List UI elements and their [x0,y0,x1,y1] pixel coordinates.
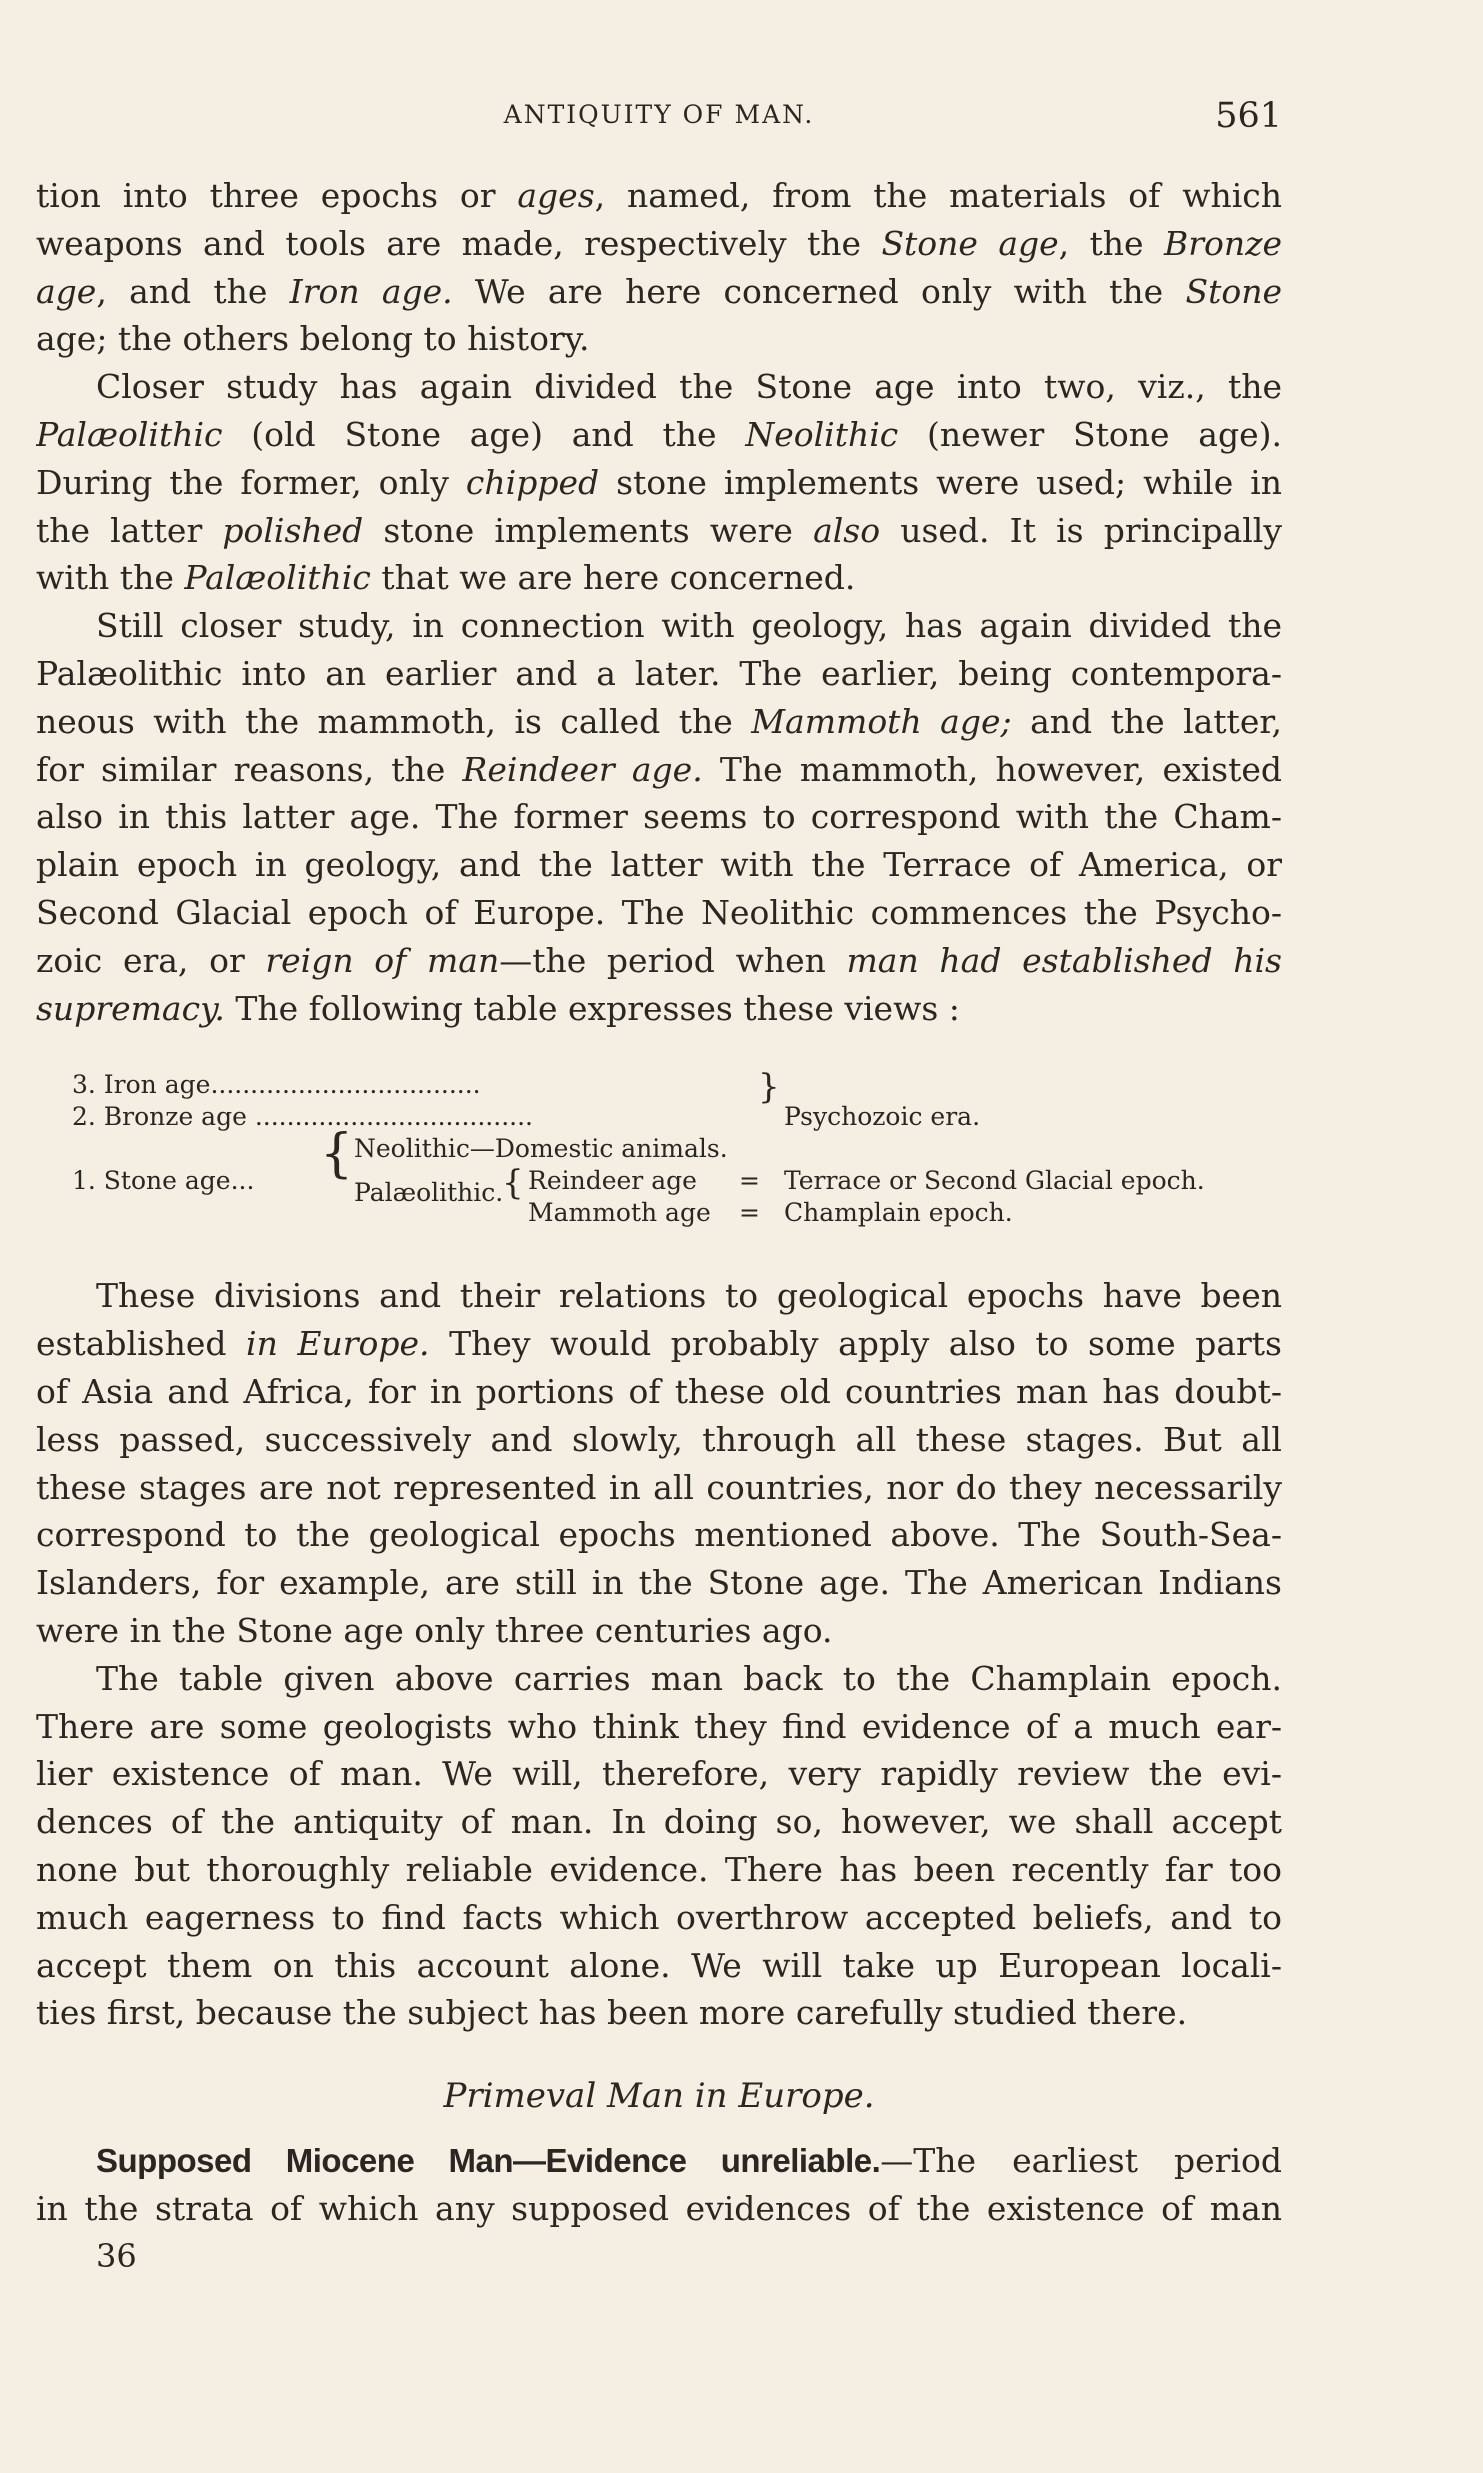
text-line: accept them on this account alone. We will take up European locali- [36,1945,1282,1985]
brace-palaeolithic-icon: { [502,1163,524,1204]
running-head [36,96,1282,140]
table-iron-age: 3. Iron age.................................. [72,1070,481,1100]
paragraph-4 [36,1272,1282,1654]
text-line: established in Europe. They would probably apply also to some parts [36,1324,1282,1364]
table-equals-2: = [739,1198,760,1228]
table-champlain-epoch: Champlain epoch. [784,1198,1013,1228]
text-line: none but thoroughly reliable evidence. There has been recently far too [36,1849,1282,1889]
text-line: There are some geologists who think they find evidence of a much ear- [36,1706,1282,1746]
running-title: ANTIQUITY OF MAN. [503,100,815,129]
text-line: Still closer study, in connection with geology, has again divided the [96,606,1282,646]
text-line: Supposed Miocene Man—Evidence unreliable.—The earliest period [96,2141,1282,2181]
table-bronze-age: 2. Bronze age ................................... [72,1102,533,1132]
text-line: ties first, because the subject has been more carefully studied there. [36,1993,1188,2033]
text-line: also in this latter age. The former seems to correspond with the Cham- [36,797,1282,837]
text-line: for similar reasons, the Reindeer age. The mammoth, however, existed [36,749,1282,789]
paragraph-1 [36,172,1282,363]
text-line: During the former, only chipped stone implements were used; while in [36,462,1282,502]
paragraph-6 [36,2137,1282,2233]
text-line: tion into three epochs or ages, named, from the materials of which [36,176,1282,215]
text-line: Palæolithic (old Stone age) and the Neolithic (newer Stone age). [36,414,1282,454]
brace-stone-age-icon: { [320,1124,354,1185]
text-line: in the strata of which any supposed evidences of the existence of man [36,2188,1282,2228]
table-neolithic: Neolithic—Domestic animals. [354,1134,728,1164]
text-line: weapons and tools are made, respectively the Stone age, the Bronze [36,223,1282,263]
table-terrace-epoch: Terrace or Second Glacial epoch. [784,1166,1205,1196]
table-palaeolithic: Palæolithic. [354,1178,504,1208]
section-title: Primeval Man in Europe. [443,2076,875,2117]
text-line: were in the Stone age only three centuries ago. [36,1610,833,1650]
paragraph-3 [36,602,1282,1032]
text-line: neous with the mammoth, is called the Mammoth age; and the latter, [36,701,1282,741]
text-line: supremacy. The following table expresses these views : [36,988,960,1028]
text-line: of Asia and Africa, for in portions of these old countries man has doubt- [36,1371,1282,1411]
table-equals-1: = [739,1166,760,1196]
paragraph-2 [36,363,1282,602]
brace-psychozoic-icon: } [758,1067,780,1108]
text-line: with the Palæolithic that we are here concerned. [36,558,856,598]
text-line: much eagerness to find facts which overthrow accepted beliefs, and to [36,1897,1282,1937]
text-line: lier existence of man. We will, therefore, very rapidly review the evi- [36,1754,1282,1794]
table-reindeer-age: Reindeer age [528,1166,697,1196]
paragraph-5 [36,1655,1282,2037]
text-line: these stages are not represented in all countries, nor do they necessarily [36,1467,1282,1507]
table-stone-age: 1. Stone age... [72,1166,255,1196]
text-line: These divisions and their relations to geological epochs have been [96,1276,1282,1316]
text-line: Palæolithic into an earlier and a later. The earlier, being contempora- [36,653,1282,693]
body-text [36,172,1282,2280]
text-line: dences of the antiquity of man. In doing so, however, we shall accept [36,1802,1282,1842]
ages-table [36,1062,1282,1262]
text-line: The table given above carries man back to the Champlain epoch. [96,1658,1282,1698]
signature-mark: 36 [96,2236,137,2275]
text-line: Second Glacial epoch of Europe. The Neolithic commences the Psycho- [36,892,1282,932]
text-line: Closer study has again divided the Stone age into two, viz., the [96,367,1282,407]
table-mammoth-age: Mammoth age [528,1198,711,1228]
text-line: the latter polished stone implements were also used. It is principally [36,510,1282,550]
text-line: Islanders, for example, are still in the Stone age. The American Indians [36,1563,1282,1603]
text-line: plain epoch in geology, and the latter with the Terrace of America, or [36,845,1282,885]
sidehead: Supposed Miocene Man—Evidence unreliable. [96,2142,881,2180]
text-line: zoic era, or reign of man—the period when man had established his [36,940,1282,980]
page-number: 561 [1215,96,1282,136]
text-line: age, and the Iron age. We are here concerned only with the Stone [36,271,1282,311]
text-line: age; the others belong to history. [36,319,590,359]
text-line: less passed, successively and slowly, through all these stages. But all [36,1419,1282,1459]
text-line: correspond to the geological epochs mentioned above. The South-Sea- [36,1515,1282,1555]
table-psychozoic-era: Psychozoic era. [784,1102,981,1132]
